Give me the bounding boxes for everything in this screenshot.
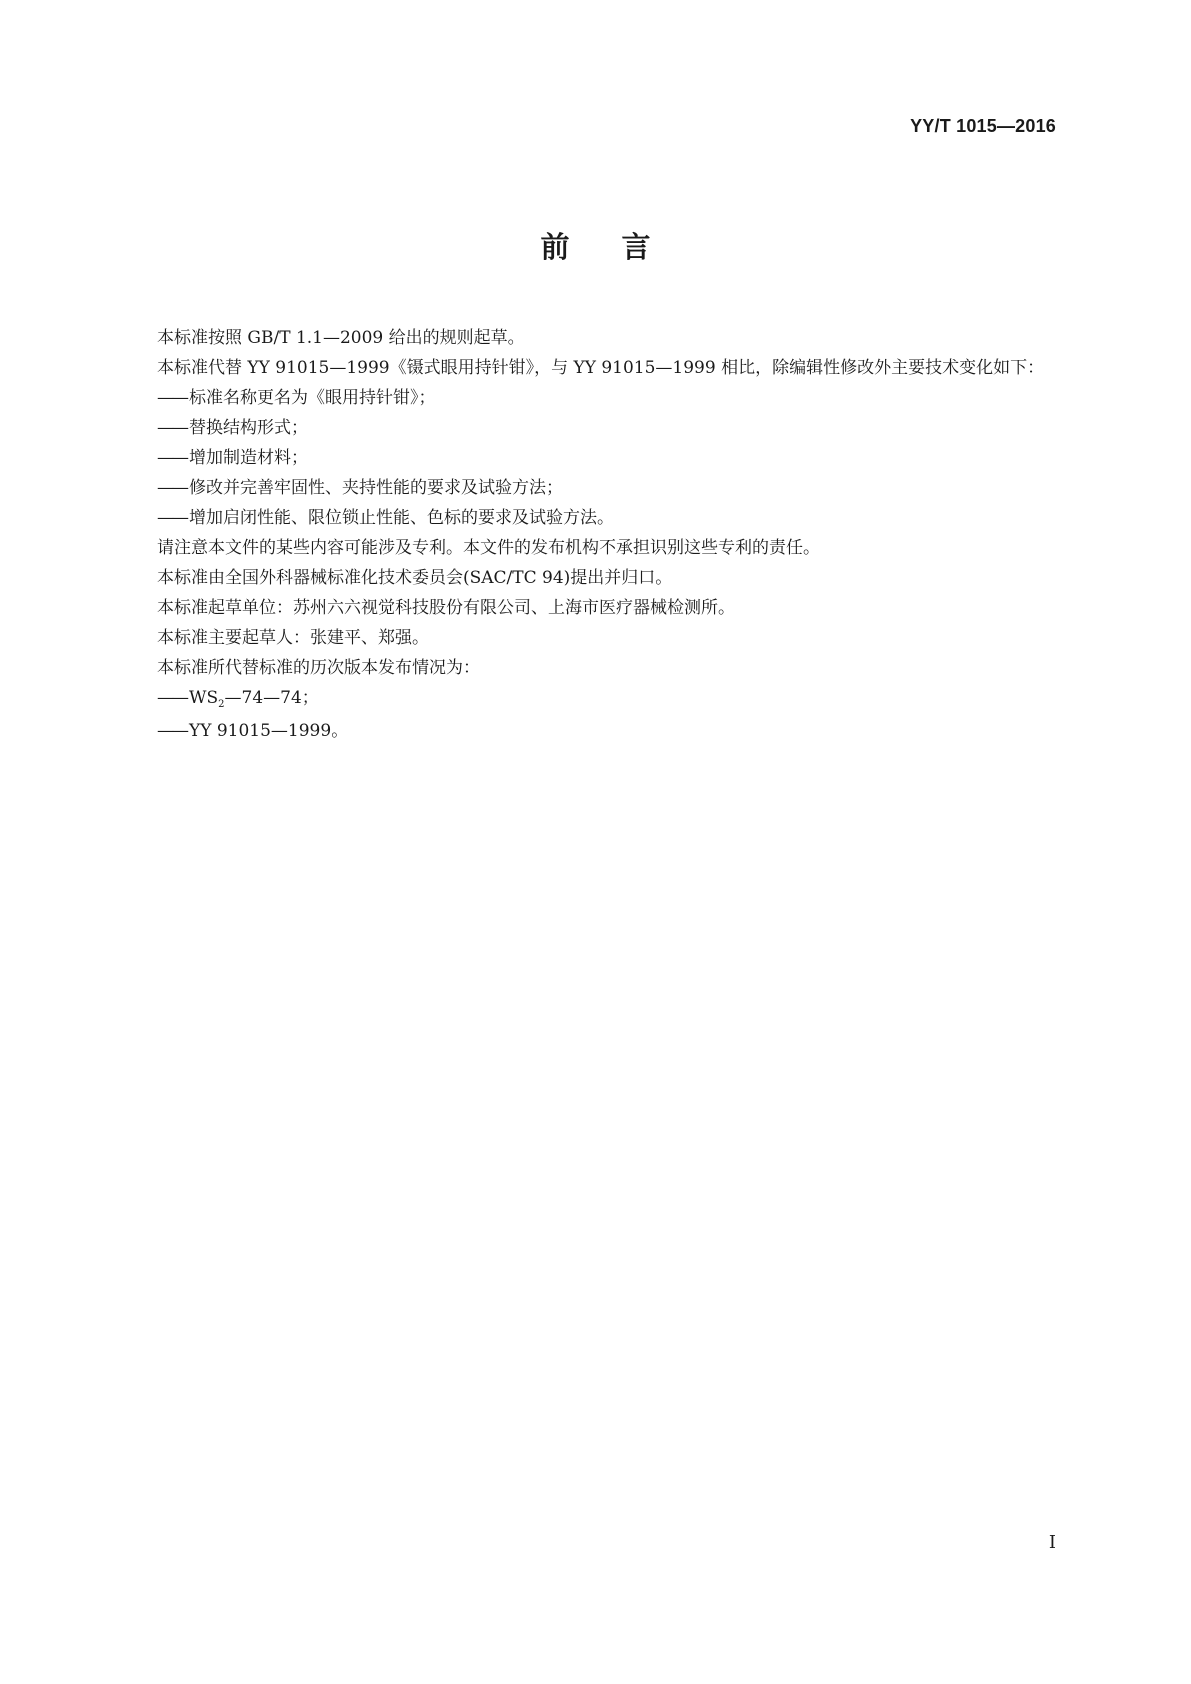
- foreword-body: [123, 323, 1063, 746]
- drafting-rule-paragraph: 本标准按照 GB/T 1.1—2009 给出的规则起草。: [157, 328, 525, 348]
- list-item-text: 修改并完善牢固性、夹持性能的要求及试验方法；: [189, 478, 563, 498]
- list-item-text: 增加启闭性能、限位锁止性能、色标的要求及试验方法。: [189, 508, 614, 528]
- list-dash: ——: [157, 388, 187, 408]
- list-item-text: 标准名称更名为《眼用持针钳》；: [189, 388, 436, 408]
- ws-suffix: —74—74；: [224, 688, 319, 708]
- list-dash: ——: [157, 688, 187, 708]
- list-dash: ——: [157, 508, 187, 528]
- ws-prefix: WS: [189, 688, 219, 708]
- history-intro-paragraph: 本标准所代替标准的历次版本发布情况为：: [157, 658, 480, 678]
- list-item: [123, 473, 1063, 503]
- list-item: [123, 443, 1063, 473]
- list-dash: ——: [157, 478, 187, 498]
- ws-subscript: 2: [218, 699, 225, 710]
- version-history-list: [123, 683, 1063, 746]
- list-dash: ——: [157, 418, 187, 438]
- list-dash: ——: [157, 448, 187, 468]
- technical-changes-list: [123, 383, 1063, 533]
- drafting-units-paragraph: 本标准起草单位：苏州六六视觉科技股份有限公司、上海市医疗器械检测所。: [157, 598, 735, 618]
- yy-version: YY 91015—1999。: [189, 721, 349, 741]
- list-item: [123, 383, 1063, 413]
- standard-number: YY/T 1015—2016: [910, 116, 1056, 136]
- list-item-text: 增加制造材料；: [189, 448, 308, 468]
- drafters-paragraph: 本标准主要起草人：张建平、郑强。: [157, 628, 429, 648]
- list-item: [123, 503, 1063, 533]
- list-item: [123, 683, 1063, 716]
- patent-notice-paragraph: 请注意本文件的某些内容可能涉及专利。本文件的发布机构不承担识别这些专利的责任。: [157, 538, 820, 558]
- page-title: 前言: [540, 230, 703, 264]
- list-dash: ——: [157, 721, 187, 741]
- proposer-paragraph: 本标准由全国外科器械标准化技术委员会(SAC/TC 94)提出并归口。: [157, 568, 673, 588]
- list-item-text: 替换结构形式；: [189, 418, 308, 438]
- page-number: I: [1048, 1532, 1056, 1553]
- list-item: [123, 413, 1063, 443]
- replaces-paragraph: 本标准代替 YY 91015—1999《镊式眼用持针钳》，与 YY 91015—1999 相比，除编辑性修改外主要技术变化如下：: [157, 358, 1045, 378]
- list-item: [123, 716, 1063, 746]
